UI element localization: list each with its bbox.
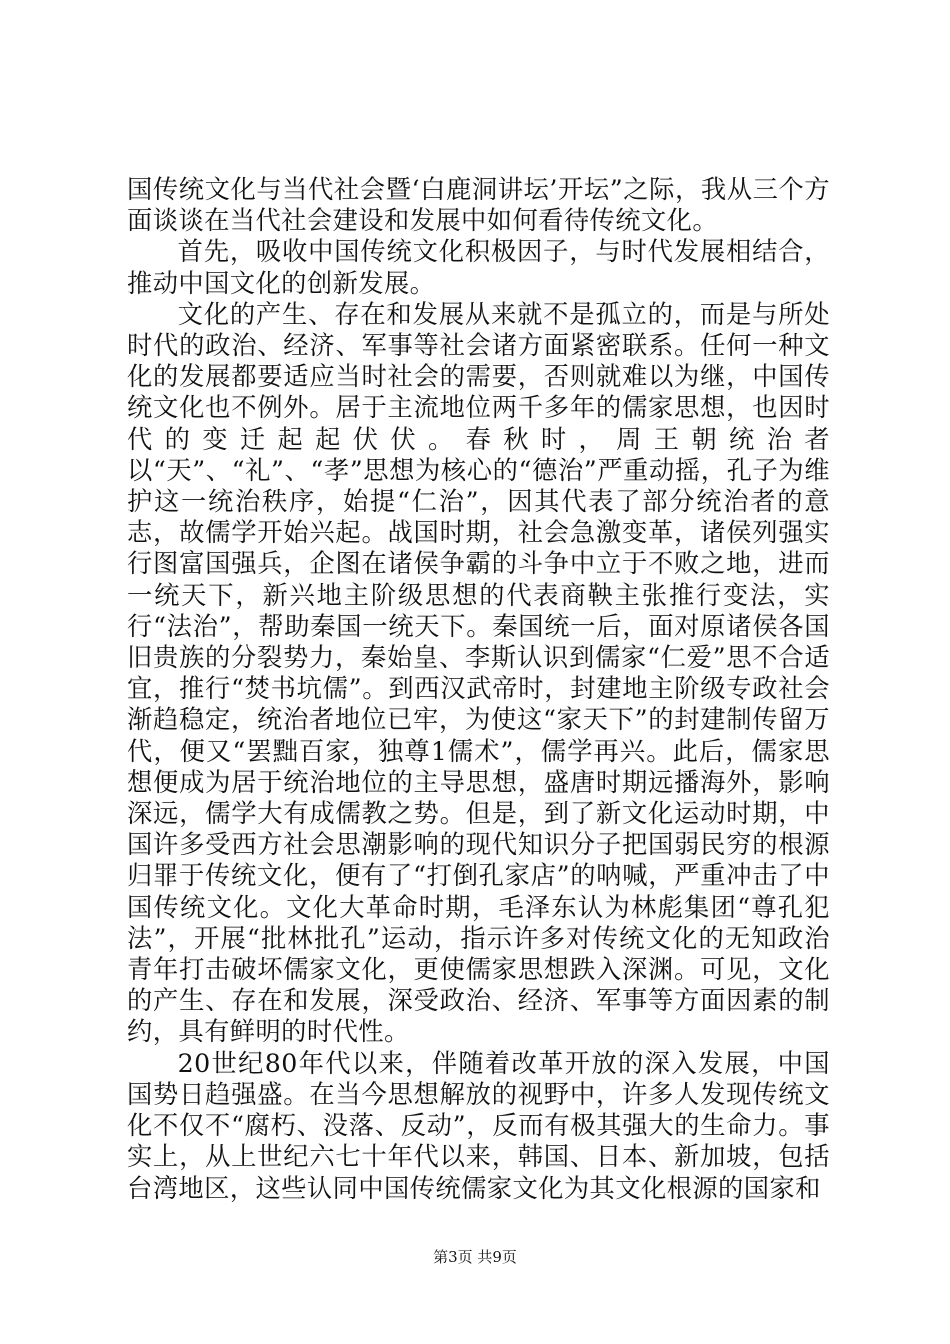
- paragraph-2: 首先，吸收中国传统文化积极因子，与时代发展相结合，推动中国文化的创新发展。: [127, 237, 830, 298]
- paragraph-4: 20世纪80年代以来，伴随着改革开放的深入发展，中国国势日趋强盛。在当今思想解放的视野中，许多人发现传统文化不仅不“腐朽、没落、反动”，反而有极其强大的生命力。事实上，从上世纪六七十年代以来，韩国、日本、新加坡，包括台湾地区，这些认同中国传统儒家文化为其文化根源的国家和: [127, 1048, 830, 1203]
- paragraph-1: 国传统文化与当代社会暨‘白鹿洞讲坛’开坛”之际，我从三个方面谈谈在当代社会建设和发展中如何看待传统文化。: [127, 175, 830, 236]
- paragraph-3: 文化的产生、存在和发展从来就不是孤立的，而是与所处时代的政治、经济、军事等社会诸方面紧密联系。任何一种文化的发展都要适应当时社会的需要，否则就难以为继，中国传统文化也不例外。居于主流地位两千多年的儒家思想，也因时代的变迁起起伏伏。春秋时，周王朝统治者以“天”、“礼”、“孝”思想为核心的“德治”严重动摇，孔子为维护这一统治秩序，始提“仁治”，因其代表了部分统治者的意志，故儒学开始兴起。战国时期，社会急激变革，诸侯列强实行图富国强兵，企图在诸侯争霸的斗争中立于不败之地，进而一统天下，新兴地主阶级思想的代表商鞅主张推行变法，实行“法治”，帮助秦国一统天下。秦国统一后，面对原诸侯各国旧贵族的分裂势力，秦始皇、李斯认识到儒家“仁爱”思不合适宜，推行“焚书坑儒”。到西汉武帝时，封建地主阶级专政社会渐趋稳定，统治者地位已牢，为使这“家天下”的封建制传留万代，便又“罢黜百家，独尊1儒术”，儒学再兴。此后，儒家思想便成为居于统治地位的主导思想，盛唐时期远播海外，影响深远，儒学大有成儒教之势。但是，到了新文化运动时期，中国许多受西方社会思潮影响的现代知识分子把国弱民穷的根源归罪于传统文化，便有了“打倒孔家店”的呐喊，严重冲击了中国传统文化。文化大革命时期，毛泽东认为林彪集团“尊孔犯法”，开展“批林批孔”运动，指示许多对传统文化的无知政治青年打击破坏儒家文化，更使儒家思想跌入深渊。可见，文化的产生、存在和发展，深受政治、经济、军事等方面因素的制约，具有鲜明的时代性。: [127, 299, 830, 1047]
- document-body: [127, 174, 830, 1204]
- page-footer: 第3页 共9页: [433, 1248, 517, 1266]
